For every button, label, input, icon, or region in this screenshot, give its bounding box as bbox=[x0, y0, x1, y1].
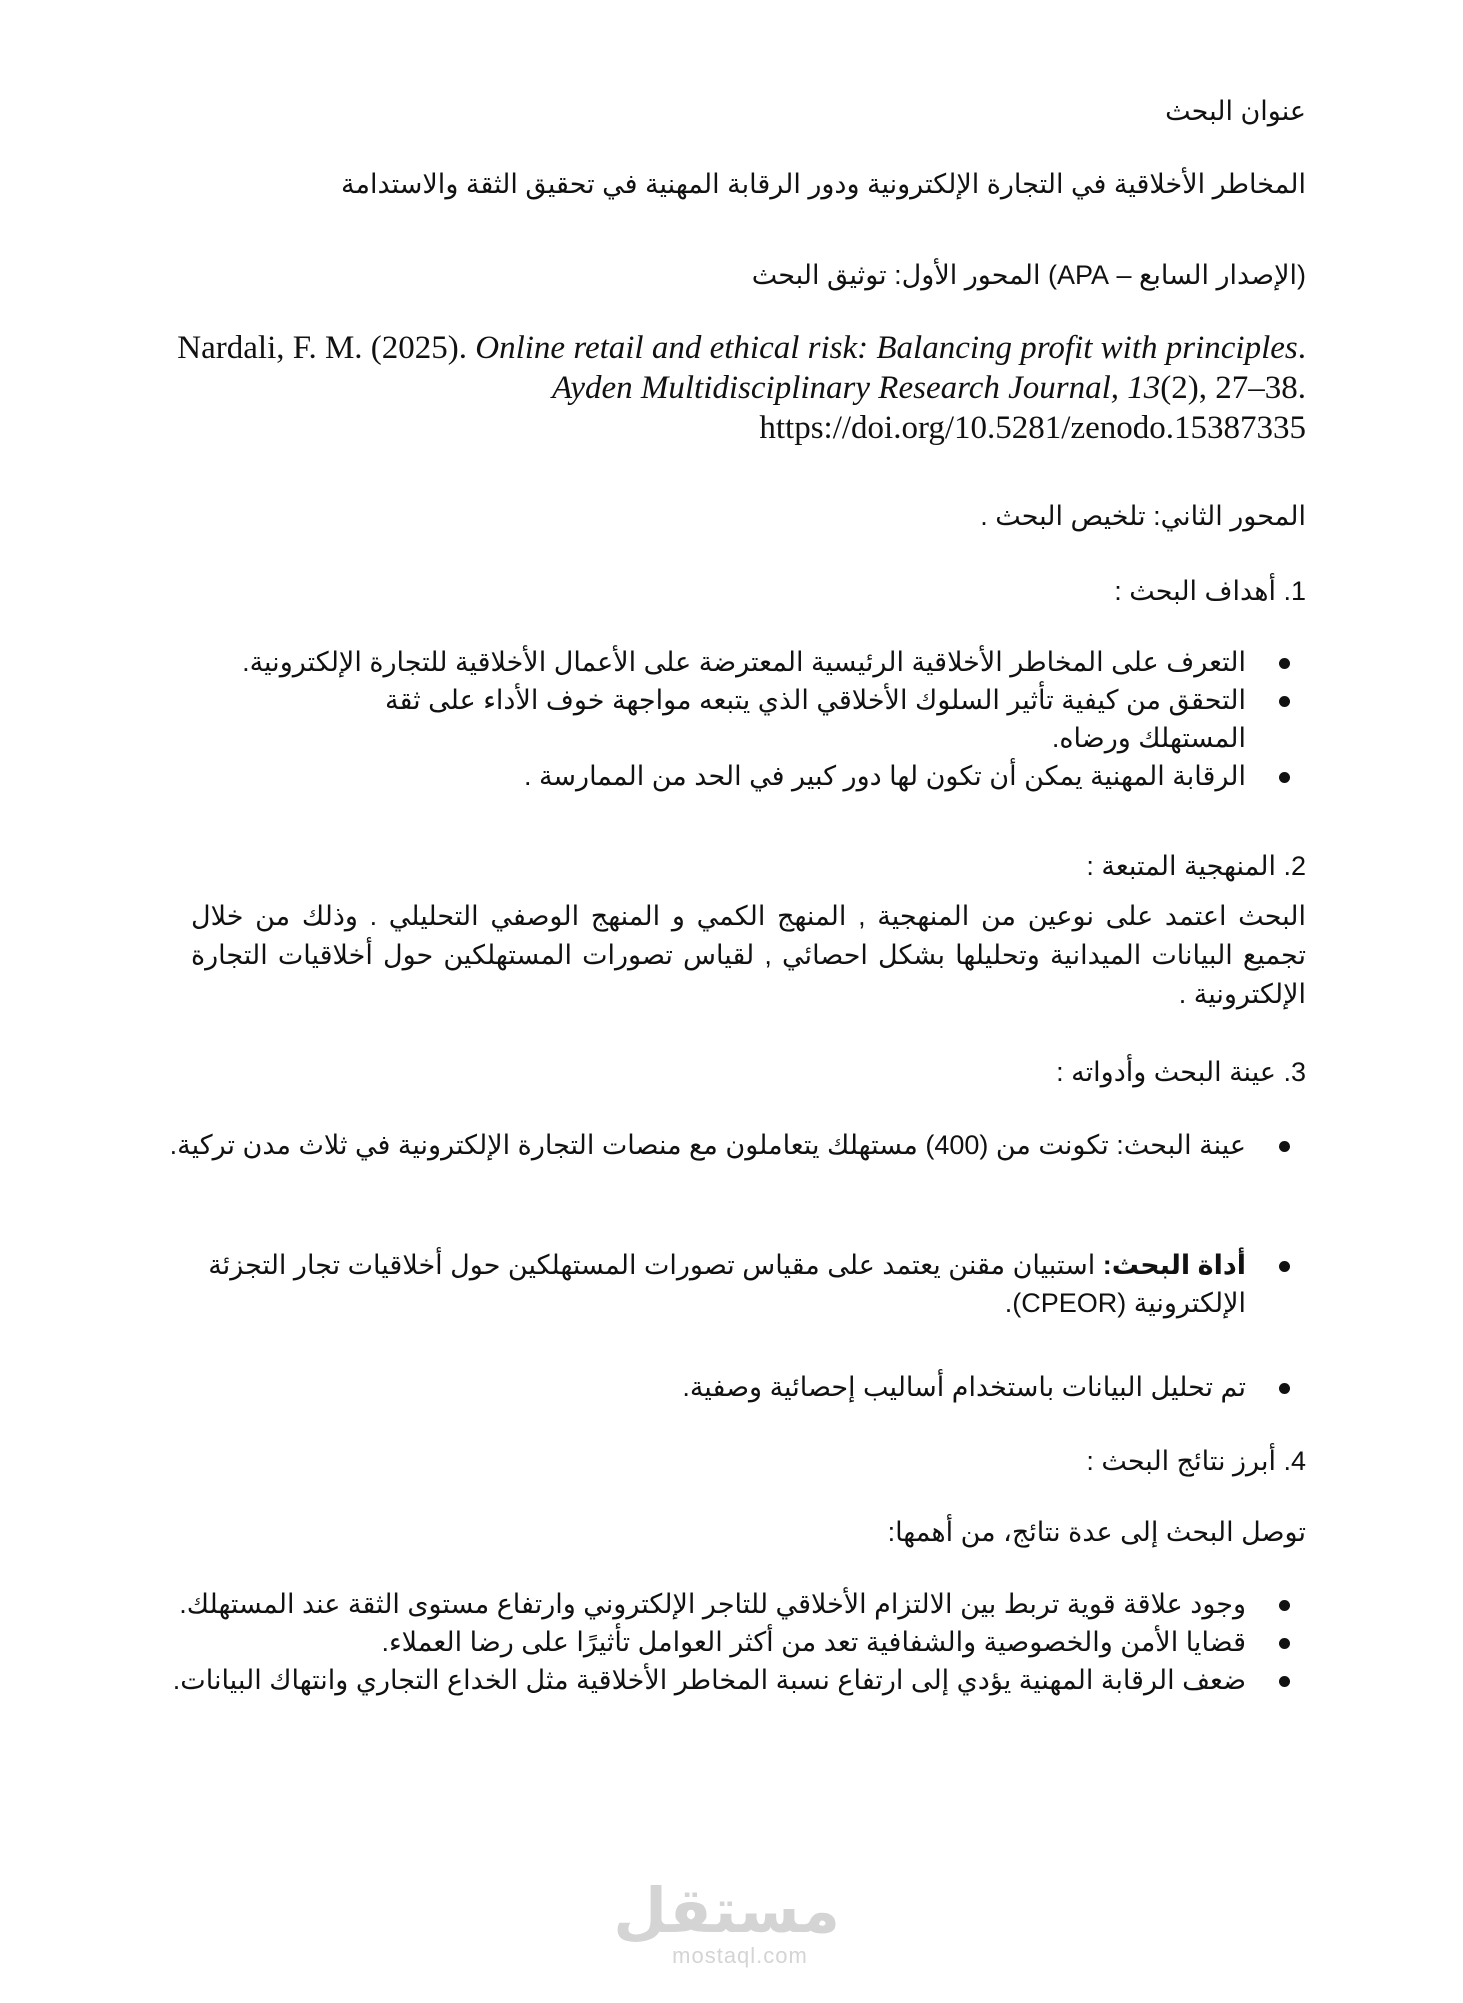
bullet-icon bbox=[1279, 1261, 1290, 1272]
axis-one-heading: (الإصدار السابع – APA) المحور الأول: توثيق البحث bbox=[751, 260, 1306, 290]
watermark-latin: mostaql.com bbox=[672, 1943, 808, 1968]
section-results-heading: 4. أبرز نتائج البحث : bbox=[1086, 1446, 1306, 1476]
citation-article-title: Online retail and ethical risk: Balancing profit with principles bbox=[475, 330, 1298, 366]
axis-two-heading: المحور الثاني: تلخيص البحث . bbox=[980, 501, 1306, 531]
list-item: عينة البحث: تكونت من (400) مستهلك يتعاملون مع منصات التجارة الإلكترونية في ثلاث مدن تركية. bbox=[146, 1126, 1306, 1164]
list-item: ضعف الرقابة المهنية يؤدي إلى ارتفاع نسبة المخاطر الأخلاقية مثل الخداع التجاري وانتهاك البيانات. bbox=[146, 1661, 1306, 1699]
citation-journal-volume: Ayden Multidisciplinary Research Journal, 13 bbox=[552, 370, 1161, 406]
section-objectives-heading: 1. أهداف البحث : bbox=[1114, 576, 1306, 606]
bullet-icon bbox=[1279, 1141, 1290, 1152]
list-item: التعرف على المخاطر الأخلاقية الرئيسية المعترضة على الأعمال الأخلاقية للتجارة الإلكترونية. bbox=[146, 643, 1306, 681]
list-item: أداة البحث: استبيان مقنن يعتمد على مقياس تصورات المستهلكين حول أخلاقيات تجار التجزئة الإلكترونية (CPEOR). bbox=[146, 1246, 1306, 1322]
section-sample-heading: 3. عينة البحث وأدواته : bbox=[1056, 1057, 1306, 1087]
sample-list bbox=[146, 1126, 1306, 1164]
bullet-icon bbox=[1279, 696, 1290, 707]
bullet-icon bbox=[1279, 1638, 1290, 1649]
results-list bbox=[146, 1585, 1306, 1699]
mostaql-watermark-logo bbox=[613, 1877, 840, 1968]
research-tool-label: أداة البحث: bbox=[1102, 1250, 1246, 1280]
list-item: الرقابة المهنية يمكن أن تكون لها دور كبير في الحد من الممارسة . bbox=[146, 757, 1306, 795]
citation-period: . bbox=[1297, 330, 1306, 366]
methodology-paragraph: البحث اعتمد على نوعين من المنهجية , المنهج الكمي و المنهج الوصفي التحليلي . وذلك من خلال تجميع البيانات الميدانية وتحليلها بشكل احصائي , لقياس تصورات المستهلكين حول أخلاقيات التجارة الإلكترونية . bbox=[191, 901, 1306, 1009]
list-item: وجود علاقة قوية تربط بين الالتزام الأخلاقي للتاجر الإلكتروني وارتفاع مستوى الثقة عند المستهلك. bbox=[146, 1585, 1306, 1623]
tool-list bbox=[146, 1246, 1306, 1322]
bullet-icon bbox=[1279, 772, 1290, 783]
citation-doi-link[interactable]: https://doi.org/10.5281/zenodo.15387335 bbox=[759, 410, 1306, 446]
analysis-list bbox=[146, 1368, 1306, 1406]
citation-authors-year: Nardali, F. M. (2025). bbox=[177, 330, 476, 366]
results-intro: توصل البحث إلى عدة نتائج، من أهمها: bbox=[887, 1517, 1306, 1547]
bullet-icon bbox=[1279, 1383, 1290, 1394]
citation-issue-pages: (2), 27–38. bbox=[1160, 370, 1306, 406]
list-item: التحقق من كيفية تأثير السلوك الأخلاقي الذي يتبعه مواجهة خوف الأداء على ثقة المستهلك ورضاه. bbox=[146, 681, 1306, 757]
apa-citation bbox=[166, 328, 1306, 448]
research-title: المخاطر الأخلاقية في التجارة الإلكترونية ودور الرقابة المهنية في تحقيق الثقة والاستدامة bbox=[341, 169, 1306, 199]
section-methodology-heading: 2. المنهجية المتبعة : bbox=[1086, 851, 1306, 881]
objectives-list bbox=[146, 643, 1306, 795]
bullet-icon bbox=[1279, 1676, 1290, 1687]
list-item: قضايا الأمن والخصوصية والشفافية تعد من أكثر العوامل تأثيرًا على رضا العملاء. bbox=[146, 1623, 1306, 1661]
watermark-arabic: مستقل bbox=[613, 1877, 840, 1946]
research-title-label: عنوان البحث bbox=[1165, 96, 1306, 126]
bullet-icon bbox=[1279, 658, 1290, 669]
bullet-icon bbox=[1279, 1600, 1290, 1611]
list-item: تم تحليل البيانات باستخدام أساليب إحصائية وصفية. bbox=[146, 1368, 1306, 1406]
